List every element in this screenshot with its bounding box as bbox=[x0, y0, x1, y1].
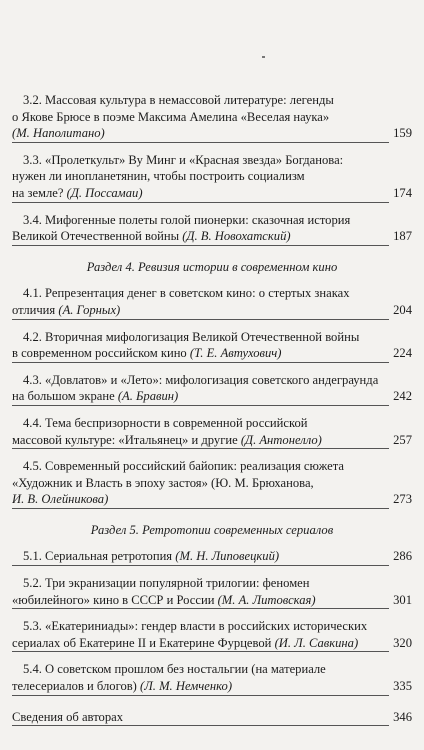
toc-page-number: 335 bbox=[393, 679, 412, 694]
toc-line: 3.3. «Пролеткульт» Ву Минг и «Красная звезда» Богданова: bbox=[23, 152, 344, 167]
toc-line: Великой Отечественной войны (Д. В. Новохатский) 187 bbox=[12, 228, 412, 249]
toc-line: сериалах об Екатерине II и Екатерине Фурцевой (И. Л. Савкина) 320 bbox=[12, 635, 412, 656]
toc-line: 5.2. Три экранизации популярной трилогии: феномен bbox=[23, 576, 310, 591]
toc-page-number: 159 bbox=[393, 126, 412, 141]
toc-page-number: 273 bbox=[393, 492, 412, 507]
toc-line: «юбилейного» кино в СССР и России (М. А. Литовская) 301 bbox=[12, 592, 412, 613]
toc-line: о Якове Брюсе в поэме Максима Амелина «Веселая наука» bbox=[12, 109, 330, 124]
toc-author: (Д. Поссамаи) bbox=[66, 185, 143, 200]
toc-line: «Художник и Власть в эпоху застоя» (Ю. М. Брюханова, bbox=[12, 475, 314, 490]
toc-page-number: 346 bbox=[393, 709, 412, 724]
toc-line: 5.4. О советском прошлом без ностальгии (на материале bbox=[23, 662, 326, 677]
toc-line: отличия (А. Горных) 204 bbox=[12, 302, 412, 323]
toc-entry-4-3[interactable] bbox=[12, 372, 412, 409]
toc-line: 4.5. Современный российский байопик: реализация сюжета bbox=[23, 459, 344, 474]
toc-entry-3-4[interactable] bbox=[12, 212, 412, 249]
toc-entry-authors-info[interactable] bbox=[12, 709, 412, 730]
toc-author: (Т. Е. Автухович) bbox=[189, 346, 282, 361]
toc-line: телесериалов и блогов) (Л. М. Немченко) 335 bbox=[12, 678, 412, 699]
toc-page-number: 320 bbox=[393, 635, 412, 650]
toc-page-number: 187 bbox=[393, 229, 412, 244]
toc-line: на большом экране (А. Бравин) 242 bbox=[12, 388, 412, 409]
toc-page-number: 301 bbox=[393, 592, 412, 607]
toc-line: нужен ли инопланетянин, чтобы построить социализм bbox=[12, 169, 305, 184]
toc-line: 4.2. Вторичная мифологизация Великой Отечественной войны bbox=[23, 329, 360, 344]
toc-line: 5.1. Сериальная ретротопия (М. Н. Липовецкий) 286 bbox=[12, 548, 412, 569]
toc-entry-4-2[interactable] bbox=[12, 329, 412, 366]
toc-author: (М. А. Литовская) bbox=[217, 592, 316, 607]
toc-entry-5-3[interactable] bbox=[12, 618, 412, 655]
toc-page-number: 204 bbox=[393, 302, 412, 317]
toc-line: 4.4. Тема беспризорности в современной российской bbox=[23, 415, 308, 430]
table-of-contents bbox=[12, 92, 412, 735]
toc-line: Сведения об авторах 346 bbox=[12, 709, 412, 730]
toc-page-number: 286 bbox=[393, 549, 412, 564]
toc-entry-4-5[interactable] bbox=[12, 458, 412, 512]
toc-author: (А. Бравин) bbox=[117, 389, 179, 404]
toc-line: массовой культуре: «Итальянец» и другие (Д. Антонелло) 257 bbox=[12, 432, 412, 453]
toc-line: 3.4. Мифогенные полеты голой пионерки: сказочная история bbox=[23, 212, 351, 227]
toc-entry-5-1[interactable] bbox=[12, 548, 412, 569]
toc-line bbox=[12, 491, 412, 512]
section-heading-4: Раздел 4. Ревизия истории в современном кино bbox=[86, 259, 338, 274]
toc-author: (М. Наполитано) bbox=[12, 126, 105, 141]
toc-author: (А. Горных) bbox=[58, 302, 121, 317]
toc-page-number: 242 bbox=[393, 389, 412, 404]
toc-entry-4-4[interactable] bbox=[12, 415, 412, 452]
toc-line bbox=[12, 125, 412, 146]
toc-author: (Д. В. Новохатский) bbox=[182, 229, 291, 244]
toc-entry-3-3[interactable] bbox=[12, 152, 412, 206]
toc-page-number: 174 bbox=[393, 185, 412, 200]
toc-entry-4-1[interactable] bbox=[12, 285, 412, 322]
toc-page-number: 224 bbox=[393, 346, 412, 361]
toc-line: в современном российском кино (Т. Е. Автухович) 224 bbox=[12, 345, 412, 366]
toc-author: (И. Л. Савкина) bbox=[274, 635, 359, 650]
section-heading-5: Раздел 5. Ретротопии современных сериалов bbox=[90, 522, 334, 537]
toc-line: 3.2. Массовая культура в немассовой литературе: легенды bbox=[23, 93, 334, 107]
toc-line: 5.3. «Екатериниады»: гендер власти в российских исторических bbox=[23, 619, 368, 634]
toc-entry-5-2[interactable] bbox=[12, 575, 412, 612]
toc-author: (М. Н. Липовецкий) bbox=[175, 549, 280, 564]
toc-author: (Л. М. Немченко) bbox=[140, 679, 233, 694]
toc-page-number: 257 bbox=[393, 432, 412, 447]
toc-entry-3-2[interactable] bbox=[12, 92, 412, 146]
toc-line: 4.3. «Довлатов» и «Лето»: мифологизация советского андеграунда bbox=[23, 372, 379, 387]
toc-line: 4.1. Репрезентация денег в советском кино: о стертых знаках bbox=[23, 286, 350, 301]
toc-author: И. В. Олейникова) bbox=[12, 492, 109, 507]
toc-entry-5-4[interactable] bbox=[12, 661, 412, 698]
toc-author: (Д. Антонелло) bbox=[240, 432, 322, 447]
toc-line: на земле? (Д. Поссамаи) 174 bbox=[12, 185, 412, 206]
page-mark bbox=[262, 56, 265, 58]
